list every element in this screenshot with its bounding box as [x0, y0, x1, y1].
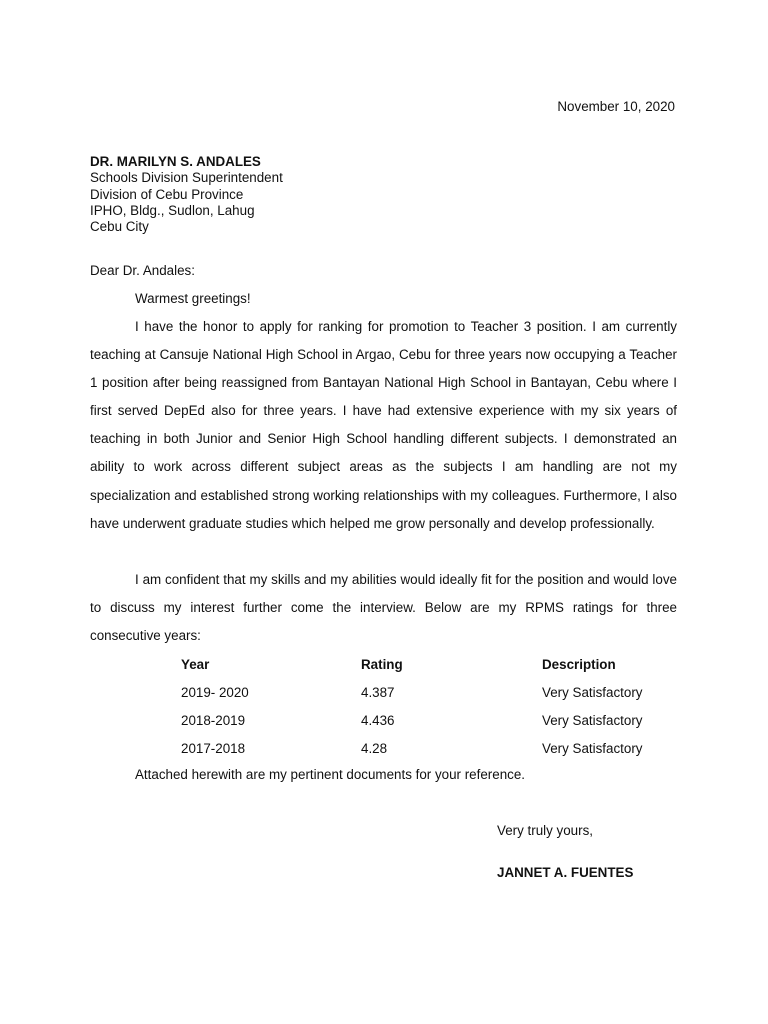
body-paragraph-2-text: I am confident that my skills and my abilities would ideally fit for the position and would love to discuss my interest further come the interview. Below are my RPMS ratings for three consecutive years: — [90, 572, 677, 644]
cell-description: Very Satisfactory — [542, 712, 643, 728]
header-rating: Rating — [361, 656, 403, 672]
cell-year: 2019- 2020 — [181, 684, 249, 700]
cell-description: Very Satisfactory — [542, 740, 643, 756]
ratings-table — [181, 650, 682, 762]
cell-rating: 4.436 — [361, 712, 395, 728]
body-paragraph-1 — [90, 313, 677, 538]
recipient-address: IPHO, Bldg., Sudlon, Lahug — [90, 202, 255, 218]
recipient-division: Division of Cebu Province — [90, 186, 244, 202]
cell-rating: 4.387 — [361, 684, 395, 700]
body-paragraph-2 — [90, 566, 677, 650]
recipient-city: Cebu City — [90, 219, 149, 235]
table-row — [181, 678, 682, 706]
salutation: Dear Dr. Andales: — [90, 263, 195, 278]
signature-name: JANNET A. FUENTES — [497, 865, 634, 880]
table-row — [181, 706, 682, 734]
recipient-block — [90, 154, 283, 235]
recipient-name: DR. MARILYN S. ANDALES — [90, 154, 261, 169]
closing: Very truly yours, — [497, 823, 593, 838]
letter-date: November 10, 2020 — [557, 99, 675, 114]
cell-description: Very Satisfactory — [542, 684, 643, 700]
greeting: Warmest greetings! — [135, 291, 251, 306]
cell-year: 2018-2019 — [181, 712, 246, 728]
header-description: Description — [542, 656, 616, 672]
cell-year: 2017-2018 — [181, 740, 246, 756]
table-header-row — [181, 650, 682, 678]
table-row — [181, 734, 682, 762]
cell-rating: 4.28 — [361, 740, 388, 756]
body-paragraph-1-text: I have the honor to apply for ranking for promotion to Teacher 3 position. I am currently teaching at Cansuje National High School in Argao, Cebu for three years now occupying a Teacher 1 position after being reassigned from Bantayan National High School in Bantayan, Cebu where I first served DepEd also for three years. I have had extensive experience with my six years of teaching in both Junior and Senior High School handling different subjects. I demonstrated an ability to work across different subject areas as the subjects I am handling are not my specialization and established strong working relationships with my colleagues. Furthermore, I also have underwent graduate studies which helped me grow personally and develop professionally. — [90, 319, 677, 531]
attached-note: Attached herewith are my pertinent documents for your reference. — [135, 767, 526, 782]
recipient-title: Schools Division Superintendent — [90, 170, 283, 186]
header-year: Year — [181, 656, 210, 672]
